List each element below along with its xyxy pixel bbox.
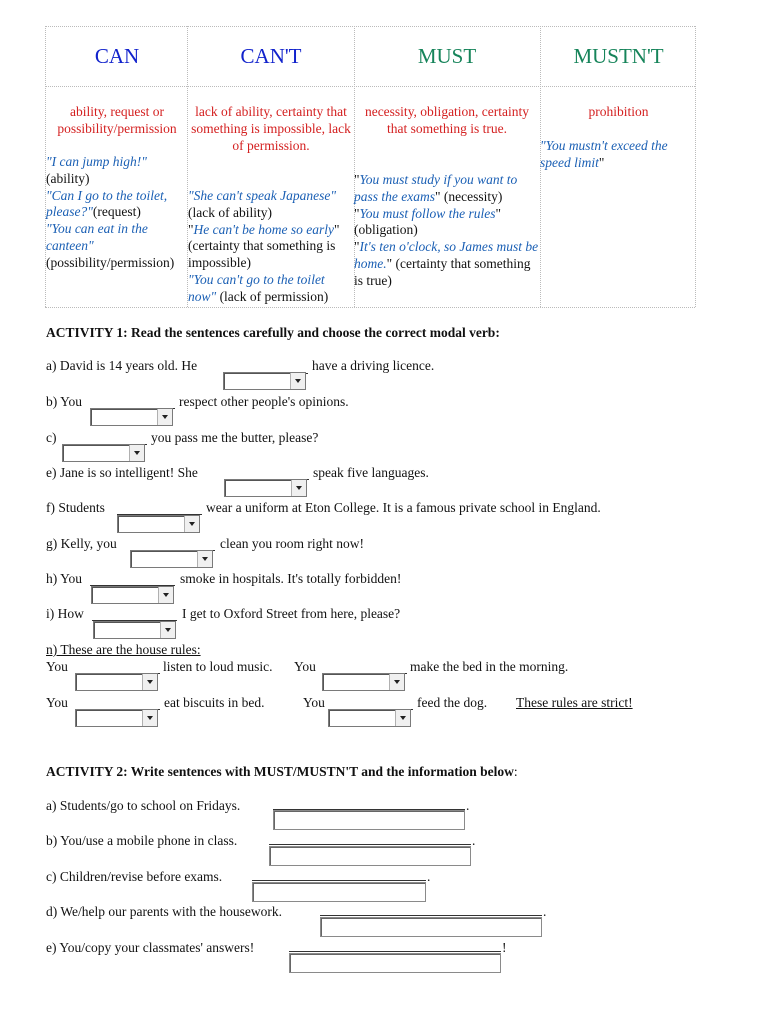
- answer-line: [252, 880, 426, 881]
- answer-line: [269, 844, 471, 845]
- cant-examples: "She can't speak Japanese" (lack of ability) "He can't be home so early" (certainty that something is impossible) "You can't go to the toilet now" (lack of permission): [188, 188, 340, 304]
- example-text: You must study if you want to pass the exams: [354, 172, 518, 204]
- chevron-down-icon[interactable]: [160, 622, 175, 638]
- write-end-a: .: [466, 798, 470, 813]
- answer-input-b[interactable]: [269, 846, 471, 866]
- example-note: (ability): [46, 170, 90, 186]
- write-end-e: !: [502, 940, 507, 955]
- example-note: (lack of ability): [188, 204, 272, 220]
- example-note: (request): [92, 204, 141, 220]
- write-prompt-e: e) You/copy your classmates' answers!: [46, 940, 255, 955]
- chevron-down-icon[interactable]: [157, 409, 172, 425]
- example-text: "You can't go to the toilet now": [188, 271, 325, 304]
- write-prompt-d: d) We/help our parents with the housework.: [46, 904, 282, 919]
- example-note: (lack of permission): [216, 288, 329, 304]
- write-prompt-b: b) You/use a mobile phone in class.: [46, 833, 238, 848]
- a-rest: have a driving licence.: [312, 358, 435, 373]
- chevron-down-icon[interactable]: [158, 587, 173, 603]
- modal-select-n4[interactable]: [328, 709, 411, 727]
- n3-you: You: [46, 695, 68, 710]
- example-text: "You mustn't exceed the speed limit: [540, 138, 668, 170]
- n2-rest: make the bed in the morning.: [410, 659, 569, 674]
- can-examples: [46, 154, 186, 272]
- h-rest: smoke in hospitals. It's totally forbidden!: [180, 571, 402, 586]
- write-end-b: .: [472, 833, 476, 848]
- modal-select-g[interactable]: [130, 550, 213, 568]
- example-note: (possibility/permission): [46, 254, 175, 270]
- write-prompt-c: c) Children/revise before exams.: [46, 869, 223, 884]
- a-prompt: a) David is 14 years old. He: [46, 358, 198, 373]
- activity2-title-text: ACTIVITY 2: Write sentences with MUST/MUSTN'T and the information below: [46, 764, 514, 779]
- answer-input-a[interactable]: [273, 810, 465, 830]
- meaning-must: necessity, obligation, certainty that something is true.: [364, 104, 530, 136]
- answer-line: [289, 951, 501, 952]
- answer-input-e[interactable]: [289, 953, 501, 973]
- n2-you: You: [294, 659, 316, 674]
- example-note: (certainty that something is true): [354, 255, 531, 288]
- example-note: (certainty that something is impossible): [188, 238, 336, 271]
- n4-you: You: [303, 695, 325, 710]
- e-rest: speak five languages.: [313, 465, 429, 480]
- activity2-title: [46, 764, 518, 780]
- f-prompt: f) Students: [46, 500, 105, 515]
- chevron-down-icon[interactable]: [142, 674, 157, 690]
- example-text: "I can jump high!": [46, 154, 147, 169]
- modal-select-i[interactable]: [93, 621, 176, 639]
- modal-select-b[interactable]: [90, 408, 173, 426]
- modal-select-n3[interactable]: [75, 709, 158, 727]
- e-prompt: e) Jane is so intelligent! She: [46, 465, 198, 480]
- chevron-down-icon[interactable]: [290, 373, 305, 389]
- activity2-colon: :: [513, 764, 518, 779]
- meaning-mustnt: prohibition: [588, 104, 649, 119]
- modal-select-n2[interactable]: [322, 673, 405, 691]
- chevron-down-icon[interactable]: [129, 445, 144, 461]
- modal-select-e[interactable]: [224, 479, 307, 497]
- meaning-cant: lack of ability, certainty that something is impossible, lack of permission.: [191, 104, 351, 153]
- modal-select-f[interactable]: [117, 515, 200, 533]
- h-prompt: h) You: [46, 571, 83, 586]
- example-text: "You can eat in the canteen": [46, 221, 148, 253]
- chevron-down-icon[interactable]: [291, 480, 306, 496]
- b-prompt: b) You: [46, 394, 83, 409]
- write-end-c: .: [427, 869, 431, 884]
- n1-you: You: [46, 659, 68, 674]
- activity1-title: ACTIVITY 1: Read the sentences carefully and choose the correct modal verb:: [46, 325, 500, 340]
- i-rest: I get to Oxford Street from here, please?: [182, 606, 401, 621]
- header-cant: CAN'T: [240, 44, 302, 68]
- modal-select-a[interactable]: [223, 372, 306, 390]
- write-end-d: .: [543, 904, 547, 919]
- strict-note: These rules are strict!: [516, 695, 633, 710]
- example-text: It's ten o'clock, so James must be home.: [354, 239, 539, 271]
- example-text: You must follow the rules: [359, 205, 496, 221]
- answer-line: [320, 915, 542, 916]
- house-rules-label: n) These are the house rules:: [46, 642, 201, 657]
- header-can: CAN: [94, 44, 140, 68]
- g-rest: clean you room right now!: [220, 536, 364, 551]
- modal-select-c[interactable]: [62, 444, 145, 462]
- header-mustnt: MUSTN'T: [573, 44, 664, 68]
- example-note: (necessity): [440, 188, 503, 204]
- chevron-down-icon[interactable]: [395, 710, 410, 726]
- i-prompt: i) How: [46, 606, 84, 621]
- c-prompt: c): [46, 430, 57, 445]
- meaning-can: ability, request or possibility/permission: [57, 104, 177, 136]
- answer-input-d[interactable]: [320, 917, 542, 937]
- example-text: "She can't speak Japanese": [188, 188, 337, 203]
- header-must: MUST: [417, 44, 477, 68]
- n3-rest: eat biscuits in bed.: [164, 695, 265, 710]
- n1-rest: listen to loud music.: [163, 659, 273, 674]
- mustnt-examples: [540, 138, 695, 172]
- g-prompt: g) Kelly, you: [46, 536, 117, 551]
- example-note: (obligation): [354, 222, 418, 238]
- f-rest: wear a uniform at Eton College. It is a famous private school in England.: [206, 500, 601, 515]
- chevron-down-icon[interactable]: [389, 674, 404, 690]
- chevron-down-icon[interactable]: [197, 551, 212, 567]
- n4-rest: feed the dog.: [417, 695, 488, 710]
- chevron-down-icon[interactable]: [184, 516, 199, 532]
- write-prompt-a: a) Students/go to school on Fridays.: [46, 798, 241, 813]
- example-text: He can't be home so early: [193, 221, 334, 237]
- answer-input-c[interactable]: [252, 882, 426, 902]
- c-rest: you pass me the butter, please?: [151, 430, 319, 445]
- example-note: ": [598, 154, 605, 170]
- modal-select-n1[interactable]: [75, 673, 158, 691]
- b-rest: respect other people's opinions.: [179, 394, 349, 409]
- modal-select-h[interactable]: [91, 586, 174, 604]
- must-examples: "You must study if you want to pass the exams" (necessity) "You must follow the rules" (obligation) "It's ten o'clock, so James must be home." (certainty that something is true): [354, 172, 539, 288]
- example-text: "Can I go to the toilet, please?": [46, 187, 168, 220]
- chevron-down-icon[interactable]: [142, 710, 157, 726]
